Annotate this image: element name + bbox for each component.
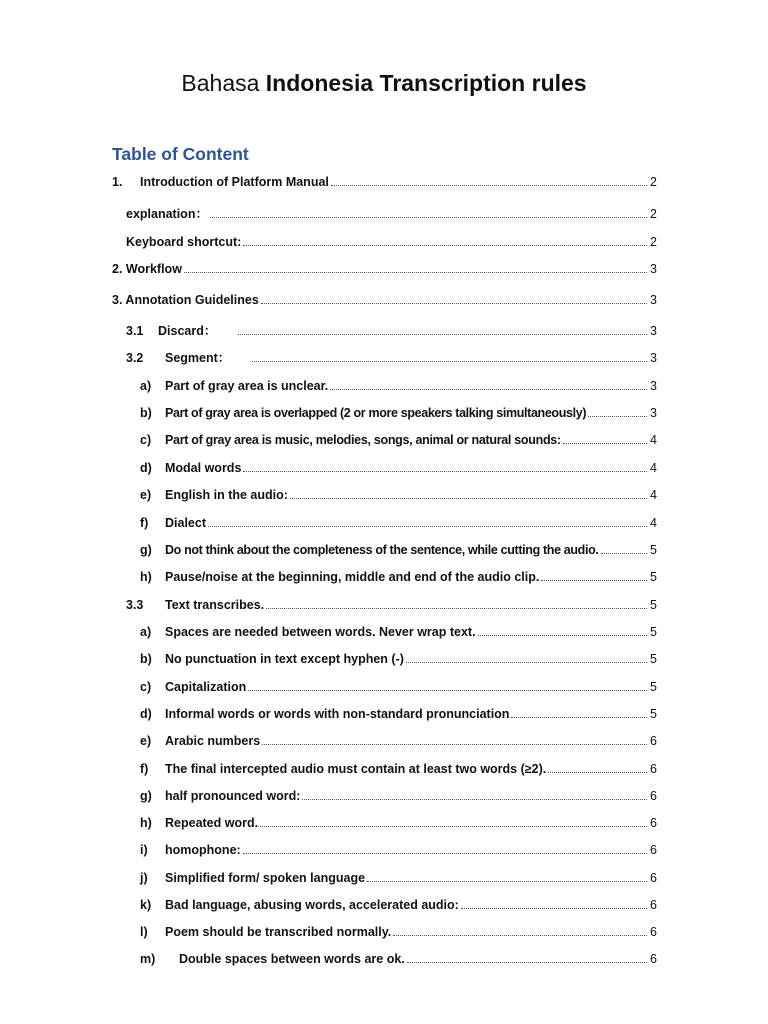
toc-entry-label: Informal words or words with non-standard pronunciation [165, 707, 510, 721]
toc-entry-number: f) [140, 762, 149, 776]
toc-entry-label: English in the audio: [165, 488, 288, 502]
toc-entry-number: i) [140, 843, 148, 857]
toc-entry-label: Spaces are needed between words. Never wrap text. [165, 625, 476, 639]
dotted-leader [461, 908, 647, 909]
toc-entry-number: 3.1 [126, 324, 144, 338]
dotted-leader [407, 962, 647, 963]
toc-entry[interactable] [126, 230, 657, 250]
dotted-leader [252, 361, 647, 362]
dotted-leader [238, 334, 647, 335]
toc-entry-number: e) [140, 488, 152, 502]
toc-entry-page: 5 [650, 598, 657, 612]
toc-entry-label: The final intercepted audio must contain at least two words (≥2). [165, 762, 547, 776]
toc-entry-label: Part of gray area is unclear. [165, 379, 329, 393]
dotted-leader [243, 471, 647, 472]
toc-entry[interactable] [140, 866, 657, 886]
toc-entry-page: 6 [650, 898, 657, 912]
toc-entry-label: 2. Workflow [112, 262, 182, 276]
toc-entry-page: 2 [650, 175, 657, 189]
toc-entry[interactable] [126, 202, 657, 222]
dotted-leader [393, 935, 647, 936]
toc-entry[interactable] [112, 257, 657, 277]
toc-entry-page: 3 [650, 262, 657, 276]
toc-entry[interactable] [140, 565, 657, 585]
toc-entry-label: explanation： [126, 207, 208, 221]
dotted-leader [261, 303, 647, 304]
toc-entry-label: 3. Annotation Guidelines [112, 293, 259, 307]
dotted-leader [266, 608, 647, 609]
toc-entry-number: c) [140, 680, 152, 694]
toc-entry[interactable] [140, 401, 657, 421]
toc-entry-label: Part of gray area is overlapped (2 or more speakers talking simultaneously) [165, 406, 587, 420]
toc-entry-label: Arabic numbers [165, 734, 261, 748]
toc-entry-page: 2 [650, 207, 657, 221]
toc-entry-label: homophone: [165, 843, 241, 857]
toc-entry-label: Do not think about the completeness of the sentence, while cutting the audio. [165, 543, 599, 557]
toc-entry[interactable] [140, 784, 657, 804]
toc-entry-page: 2 [650, 235, 657, 249]
toc-entry-number: c) [140, 433, 152, 447]
toc-entry-page: 5 [650, 570, 657, 584]
toc-entry-label: Discard： [158, 324, 217, 338]
toc-entry-label: Simplified form/ spoken language [165, 871, 366, 885]
toc-entry-page: 6 [650, 871, 657, 885]
toc-entry[interactable] [140, 920, 657, 940]
toc-entry-page: 3 [650, 379, 657, 393]
toc-entry-page: 6 [650, 843, 657, 857]
toc-entry-page: 6 [650, 734, 657, 748]
dotted-leader [406, 662, 647, 663]
toc-entry[interactable] [140, 374, 657, 394]
toc-entry-page: 6 [650, 789, 657, 803]
toc-entry-page: 3 [650, 406, 657, 420]
toc-entry[interactable] [140, 947, 657, 967]
toc-entry[interactable] [140, 757, 657, 777]
toc-entry-page: 5 [650, 652, 657, 666]
dotted-leader [262, 744, 647, 745]
toc-entry-number: e) [140, 734, 152, 748]
toc-entry[interactable] [140, 838, 657, 858]
toc-entry-page: 6 [650, 925, 657, 939]
toc-entry[interactable] [112, 170, 657, 190]
toc-entry[interactable] [140, 511, 657, 531]
dotted-leader [243, 853, 647, 854]
toc-entry[interactable] [126, 346, 657, 366]
toc-entry-page: 4 [650, 433, 657, 447]
dotted-leader [548, 772, 647, 773]
title-part-1: Bahasa [181, 70, 260, 96]
dotted-leader [243, 245, 647, 246]
dotted-leader [210, 217, 647, 218]
toc-entry-label: Capitalization [165, 680, 247, 694]
toc-entry-number: k) [140, 898, 152, 912]
toc-entry-page: 4 [650, 461, 657, 475]
toc-entry-page: 6 [650, 816, 657, 830]
toc-entry[interactable] [112, 288, 657, 308]
toc-entry-label: Poem should be transcribed normally. [165, 925, 392, 939]
title-part-2: Indonesia Transcription rules [265, 70, 587, 96]
toc-entry-page: 5 [650, 680, 657, 694]
toc-entry-number: g) [140, 789, 152, 803]
toc-entry-number: d) [140, 461, 152, 475]
toc-entry-label: Part of gray area is music, melodies, songs, animal or natural sounds: [165, 433, 561, 447]
dotted-leader [601, 553, 648, 554]
toc-entry-number: g) [140, 543, 152, 557]
toc-entry[interactable] [140, 675, 657, 695]
toc-entry-number: b) [140, 406, 152, 420]
toc-entry-page: 6 [650, 762, 657, 776]
dotted-leader [478, 635, 647, 636]
toc-entry-number: 3.2 [126, 351, 144, 365]
toc-entry-label: No punctuation in text except hyphen (-) [165, 652, 404, 666]
toc-entry-label: Introduction of Platform Manual [140, 175, 329, 189]
toc-entry[interactable] [140, 811, 657, 831]
dotted-leader [588, 416, 647, 417]
toc-entry-number: h) [140, 816, 152, 830]
toc-entry-label: Repeated word. [165, 816, 259, 830]
dotted-leader [563, 443, 647, 444]
toc-entry-number: h) [140, 570, 152, 584]
dotted-leader [330, 389, 647, 390]
toc-entry-page: 5 [650, 707, 657, 721]
toc-entry-number: 3.3 [126, 598, 144, 612]
toc-entry[interactable] [140, 620, 657, 640]
dotted-leader [541, 580, 647, 581]
toc-entry-page: 4 [650, 488, 657, 502]
toc-entry-label: Dialect [165, 516, 206, 530]
toc-entry-label: Text transcribes. [165, 598, 265, 612]
toc-entry-page: 3 [650, 351, 657, 365]
toc-entry-page: 3 [650, 324, 657, 338]
toc-entry-number: b) [140, 652, 152, 666]
toc-entry[interactable] [126, 593, 657, 613]
toc-entry[interactable] [140, 483, 657, 503]
toc-heading: Table of Content [112, 144, 249, 164]
toc-entry-number: a) [140, 625, 152, 639]
toc-entry[interactable] [140, 893, 657, 913]
toc-entry[interactable] [140, 647, 657, 667]
dotted-leader [367, 881, 647, 882]
dotted-leader [260, 826, 647, 827]
toc-entry-number: f) [140, 516, 149, 530]
toc-entry-page: 3 [650, 293, 657, 307]
dotted-leader [184, 272, 647, 273]
toc-entry-page: 6 [650, 952, 657, 966]
toc-entry-label: Keyboard shortcut: [126, 235, 242, 249]
toc-entry-number: m) [140, 952, 156, 966]
toc-entry[interactable] [126, 319, 657, 339]
dotted-leader [208, 526, 647, 527]
dotted-leader [248, 690, 647, 691]
toc-entry-label: half pronounced word: [165, 789, 301, 803]
toc-entry-number: j) [140, 871, 148, 885]
toc-entry-number: a) [140, 379, 152, 393]
toc-entry-label: Double spaces between words are ok. [179, 952, 405, 966]
dotted-leader [302, 799, 647, 800]
dotted-leader [331, 185, 647, 186]
toc-entry[interactable] [140, 702, 657, 722]
toc-entry-page: 5 [650, 625, 657, 639]
toc-entry-number: l) [140, 925, 148, 939]
dotted-leader [290, 498, 647, 499]
toc-entry-page: 5 [650, 543, 657, 557]
toc-entry[interactable] [140, 428, 657, 448]
dotted-leader [511, 717, 647, 718]
toc-entry-label: Pause/noise at the beginning, middle and end of the audio clip. [165, 570, 540, 584]
toc-entry[interactable] [140, 729, 657, 749]
toc-entry[interactable] [140, 538, 657, 558]
toc-entry-number: 1. [112, 175, 123, 189]
toc-entry-label: Modal words [165, 461, 242, 475]
toc-entry-label: Bad language, abusing words, accelerated audio: [165, 898, 459, 912]
toc-entry-number: d) [140, 707, 152, 721]
toc-entry-page: 4 [650, 516, 657, 530]
toc-entry-label: Segment： [165, 351, 231, 365]
toc-entry[interactable] [140, 456, 657, 476]
